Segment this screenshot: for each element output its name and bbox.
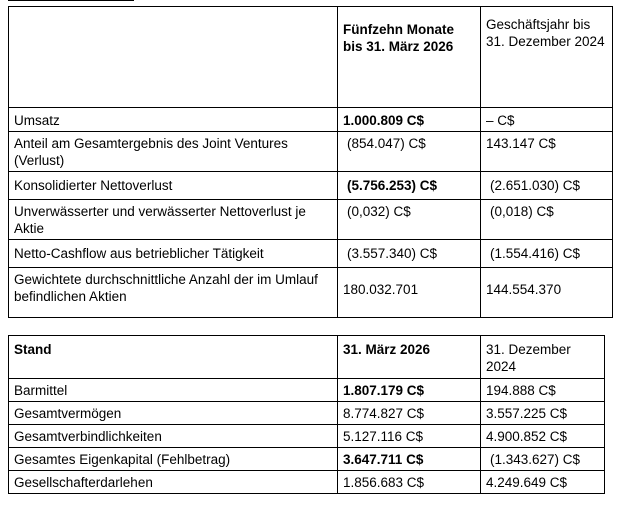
- table-row: [9, 108, 613, 132]
- balance-sheet-table: [8, 335, 605, 494]
- row-label: Unverwässerter und verwässerter Nettoverlust je Aktie: [9, 200, 338, 240]
- row-value-prior: 4.249.649 C$: [481, 471, 605, 494]
- row-value-current: 1.807.179 C$: [338, 379, 481, 402]
- row-value-prior: (2.651.030) C$: [481, 172, 613, 200]
- row-value-prior: – C$: [481, 108, 613, 132]
- row-label: Gesamtvermögen: [9, 402, 338, 425]
- row-label: Gesamtverbindlichkeiten: [9, 425, 338, 448]
- header-date-march-2026: 31. März 2026: [338, 336, 481, 379]
- row-value-current: (854.047) C$: [338, 132, 481, 172]
- row-value-prior: 4.900.852 C$: [481, 425, 605, 448]
- row-value-current: (5.756.253) C$: [338, 172, 481, 200]
- table-row: [9, 425, 605, 448]
- row-label: Anteil am Gesamtergebnis des Joint Ventures (Verlust): [9, 132, 338, 172]
- table-row: [9, 448, 605, 471]
- header-date-december-2024: 31. Dezember 2024: [481, 336, 605, 379]
- row-label: Umsatz: [9, 108, 338, 132]
- row-label: Barmittel: [9, 379, 338, 402]
- row-value-current: 3.647.711 C$: [338, 448, 481, 471]
- table-row: [9, 200, 613, 240]
- table-header-row: [9, 336, 605, 379]
- row-label: Gesellschafterdarlehen: [9, 471, 338, 494]
- row-value-current: 180.032.701: [338, 268, 481, 318]
- row-value-current: 1.000.809 C$: [338, 108, 481, 132]
- table-row: [9, 268, 613, 318]
- header-label-cell: [9, 7, 338, 108]
- header-label-cell: Stand: [9, 336, 338, 379]
- table-row: [9, 240, 613, 268]
- table-row: [9, 132, 613, 172]
- row-value-current: 1.856.683 C$: [338, 471, 481, 494]
- income-summary-table: [8, 6, 613, 318]
- row-value-prior: 3.557.225 C$: [481, 402, 605, 425]
- row-label: Netto-Cashflow aus betrieblicher Tätigkeit: [9, 240, 338, 268]
- row-label: Gesamtes Eigenkapital (Fehlbetrag): [9, 448, 338, 471]
- row-value-prior: (1.554.416) C$: [481, 240, 613, 268]
- table-row: [9, 379, 605, 402]
- header-period-fiscal-2024: Geschäftsjahr bis 31. Dezember 2024: [481, 7, 613, 108]
- row-label: Gewichtete durchschnittliche Anzahl der im Umlauf befindlichen Aktien: [9, 268, 338, 318]
- row-value-current: 5.127.116 C$: [338, 425, 481, 448]
- row-value-current: (0,032) C$: [338, 200, 481, 240]
- table-header-row: [9, 7, 613, 108]
- row-value-prior: 194.888 C$: [481, 379, 605, 402]
- table-row: [9, 471, 605, 494]
- row-value-prior: 143.147 C$: [481, 132, 613, 172]
- row-value-prior: 144.554.370: [481, 268, 613, 318]
- table-row: [9, 172, 613, 200]
- header-period-fifteen-months: Fünfzehn Monate bis 31. März 2026: [338, 7, 481, 108]
- row-value-current: (3.557.340) C$: [338, 240, 481, 268]
- table-row: [9, 402, 605, 425]
- row-value-prior: (0,018) C$: [481, 200, 613, 240]
- row-value-current: 8.774.827 C$: [338, 402, 481, 425]
- cropped-caption-underline: [8, 0, 134, 3]
- row-label: Konsolidierter Nettoverlust: [9, 172, 338, 200]
- row-value-prior: (1.343.627) C$: [481, 448, 605, 471]
